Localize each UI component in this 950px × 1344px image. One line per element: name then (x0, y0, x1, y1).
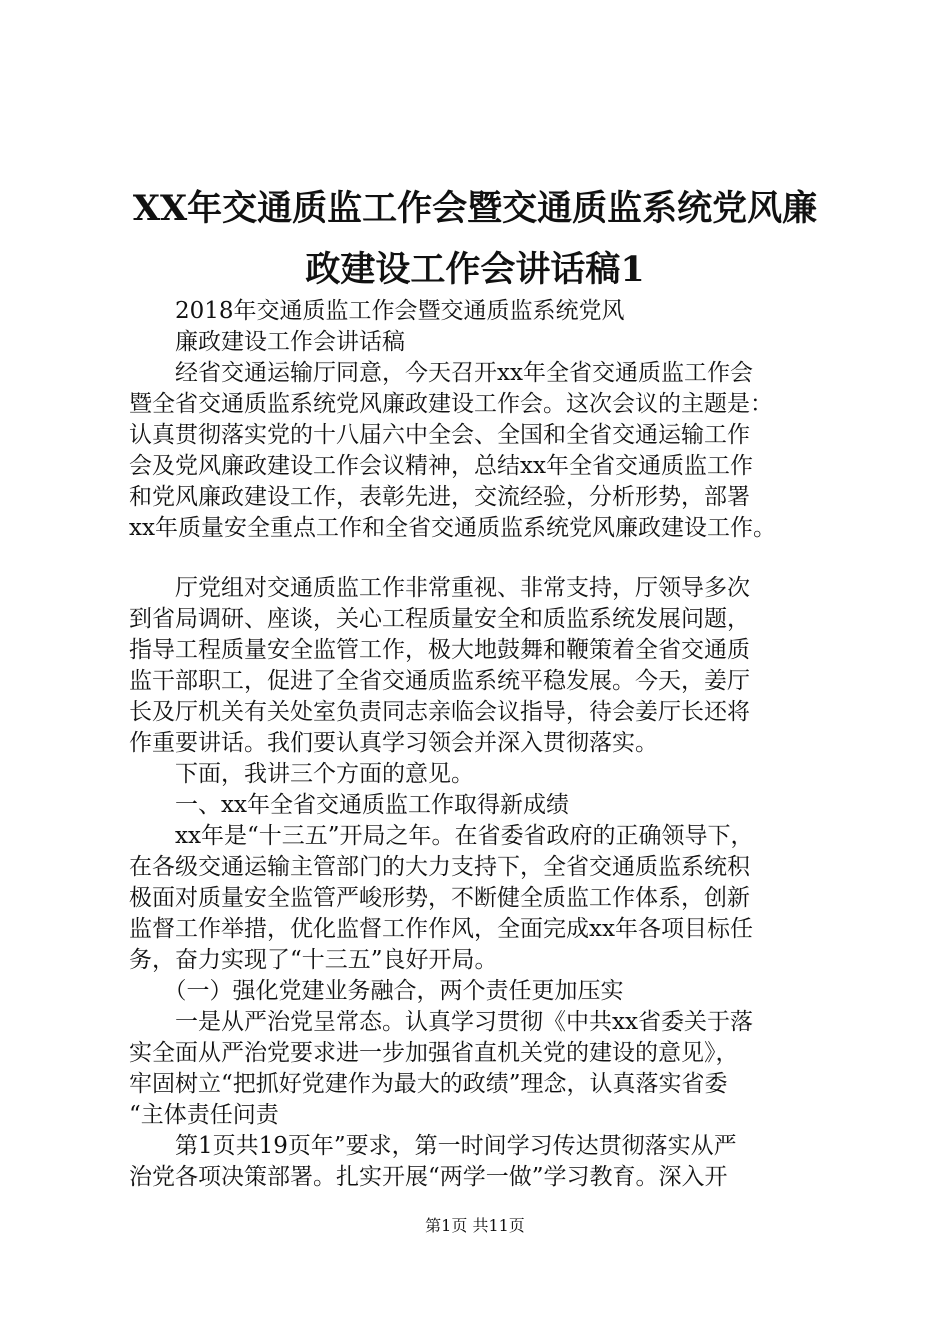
body-line: 作重要讲话。我们要认真学习领会并深入贯彻落实。 (129, 730, 658, 756)
body-line: 暨全省交通质监系统党风廉政建设工作会。这次会议的主题是： (129, 391, 773, 417)
body-line: 监督工作举措，优化监督工作作风，全面完成xx年各项目标任 (129, 916, 753, 942)
body-line: 到省局调研、座谈，关心工程质量安全和质监系统发展问题， (129, 606, 750, 632)
paragraph-gap (129, 544, 829, 573)
body-line: 指导工程质量安全监管工作，极大地鼓舞和鞭策着全省交通质 (129, 637, 750, 663)
body-line: 一是从严治党呈常态。认真学习贯彻《中共xx省委关于落 (129, 1009, 753, 1035)
body-line: 廉政建设工作会讲话稿 (129, 329, 405, 355)
section-heading: 一、xx年全省交通质监工作取得新成绩 (129, 792, 569, 818)
body-line: 和党风廉政建设工作，表彰先进，交流经验，分析形势，部署 (129, 484, 750, 510)
body-line: 牢固树立“把抓好党建作为最大的政绩”理念，认真落实省委 (129, 1071, 728, 1097)
page-number-footer: 第1页 共11页 (425, 1216, 525, 1235)
body-line: 2018年交通质监工作会暨交通质监系统党风 (129, 298, 625, 324)
body-line: 长及厅机关有关处室负责同志亲临会议指导，待会姜厅长还将 (129, 699, 750, 725)
body-line: xx年是“十三五”开局之年。在省委省政府的正确领导下， (129, 823, 754, 849)
body-line: 监干部职工，促进了全省交通质监系统平稳发展。今天，姜厅 (129, 668, 750, 694)
document-title-line-2: 政建设工作会讲话稿1 (305, 249, 645, 290)
body-line: 第1页共19页年”要求，第一时间学习传达贯彻落实从严 (129, 1133, 737, 1159)
body-line: 实全面从严治党要求进一步加强省直机关党的建设的意见》， (129, 1040, 739, 1066)
body-line: 在各级交通运输主管部门的大力支持下，全省交通质监系统积 (129, 854, 750, 880)
subsection-heading: （一）强化党建业务融合，两个责任更加压实 (129, 978, 624, 1004)
body-line: “主体责任问责 (129, 1102, 279, 1128)
body-line: 极面对质量安全监管严峻形势，不断健全质监工作体系，创新 (129, 885, 750, 911)
body-line: 下面，我讲三个方面的意见。 (129, 761, 474, 787)
body-line: xx年质量安全重点工作和全省交通质监系统党风廉政建设工作。 (129, 515, 776, 541)
body-line: 治党各项决策部署。扎实开展“两学一做”学习教育。深入开 (129, 1164, 728, 1190)
body-line: 厅党组对交通质监工作非常重视、非常支持，厅领导多次 (129, 575, 750, 601)
body-line: 经省交通运输厅同意，今天召开xx年全省交通质监工作会 (129, 360, 753, 386)
document-title-line-1: XX年交通质监工作会暨交通质监系统党风廉 (132, 188, 818, 229)
body-line: 会及党风廉政建设工作会议精神，总结xx年全省交通质监工作 (129, 453, 753, 479)
body-line: 认真贯彻落实党的十八届六中全会、全国和全省交通运输工作 (129, 422, 750, 448)
body-line: 务，奋力实现了“十三五”良好开局。 (129, 947, 498, 973)
document-body (129, 296, 829, 1193)
